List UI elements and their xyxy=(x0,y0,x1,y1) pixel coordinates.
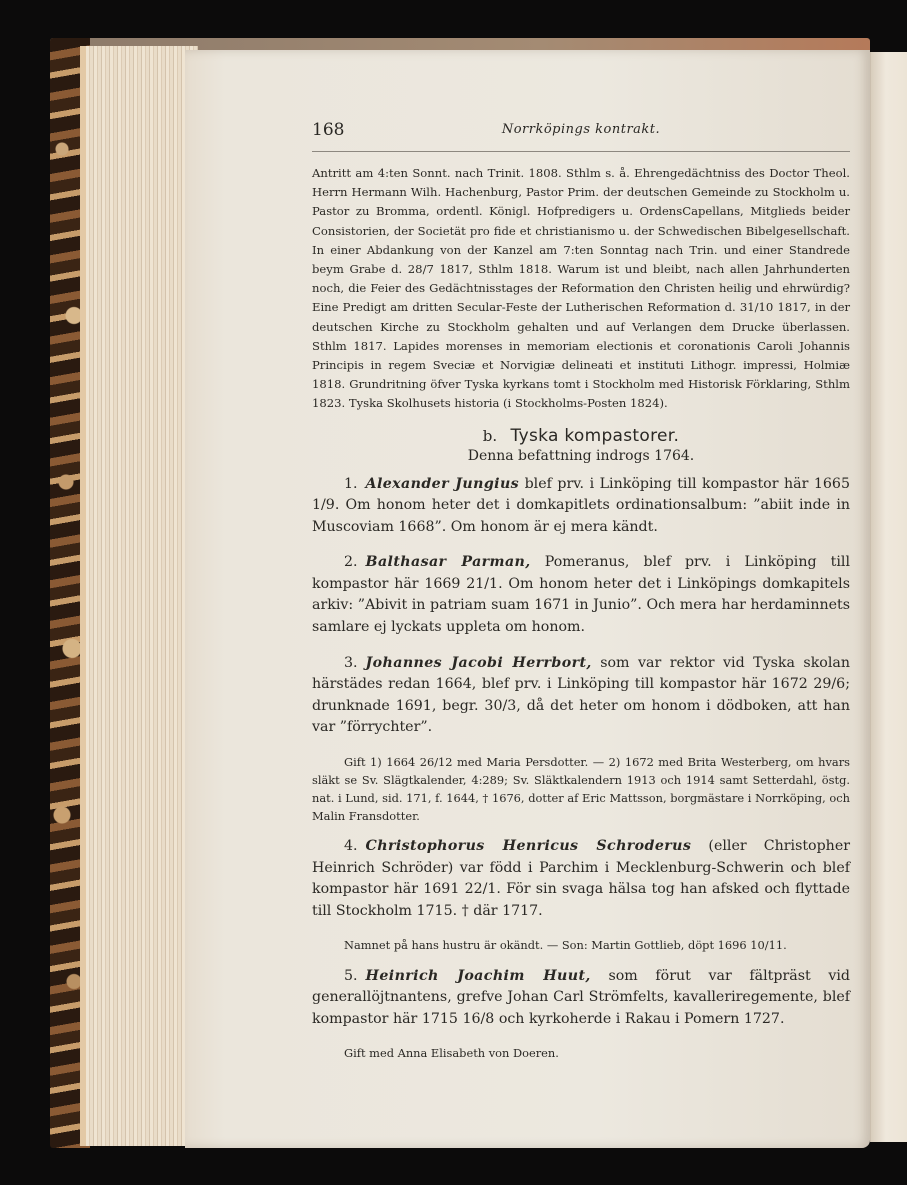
entry-5-note: Gift med Anna Elisabeth von Doeren. xyxy=(344,1046,559,1061)
running-title: Norrköpings kontrakt. xyxy=(501,122,661,137)
entry-text: (eller Christopher Heinrich Schröder) var född i Parchim i Mecklenburg-Schwerin och blef kompastor här 1691 22/1. För sin svaga hälsa tog han afsked och flyttade till Stockholm 1715. † där 1717. xyxy=(312,838,850,919)
entry-name: Christophorus Henricus Schroderus xyxy=(365,838,692,855)
entry-text: blef prv. i Linköping till kompastor här 1665 1/9. Om honom heter det i domkapitlets ordinationsalbum: ”abiit inde in Muscoviam 1668”. Om honom är ej mera kändt. xyxy=(312,475,850,535)
page-stack-edge xyxy=(80,46,198,1146)
entry-number: 5. xyxy=(344,967,358,984)
entry-2 xyxy=(312,552,850,638)
section-heading xyxy=(312,426,850,446)
entry-3-note: Gift 1) 1664 26/12 med Maria Persdotter. — 2) 1672 med Brita Westerberg, om hvars släkt se Sv. Slägtkalender, 4:289; Sv. Släktkalendern 1913 och 1914 samt Setterdahl, östg. nat. i Lund, sid. 171, f. 1644, † 1676, dotter af Eric Mattsson, borgmästare i Norrköping, och Malin Fransdotter. xyxy=(312,754,850,823)
section-note: Denna befattning indrogs 1764. xyxy=(467,447,695,464)
section-letter: b. xyxy=(482,426,498,445)
entry-5 xyxy=(312,966,850,1031)
entry-number: 1. xyxy=(344,475,358,492)
running-head xyxy=(312,120,850,152)
intro-paragraph: Antritt am 4:ten Sonnt. nach Trinit. 1808. Sthlm s. å. Ehrengedächtniss des Doctor Theol. Herrn Hermann Wilh. Hachenburg, Pastor Prim. der deutschen Gemeinde zu Stockholm u. Pastor zu Bromma, ordentl. Königl. Hofpredigers u. OrdensCapellans, Mitglieds beider Consistorien, der Societät pro fide et christianismo u. der Schwedischen Bibelgesellschaft. In einer Abdankung von der Kanzel am 7:ten Sonntag nach Trin. und einer Standrede beym Grabe d. 28/7 1817, Sthlm 1818. Warum ist und bleibt, nach allen Jahrhunderten noch, die Feier des Gedächtnisstages der Reformation den Christen heilig und ehrwürdig? Eine Predigt am dritten Secular-Feste der Lutherischen Reformation d. 31/10 1817, in der deutschen Kirche zu Stockholm gehalten und auf Verlangen dem Drucke überlassen. Sthlm 1817. Lapides morenses in memoriam electionis et coronationis Caroli Johannis Principis in regem Sveciæ et Norvigiæ delineati et instituti Lithogr. impressi, Holmiæ 1818. Grundritning öfver Tyska kyrkans tomt i Stockholm med Historisk Förklaring, Sthlm 1823. Tyska Skolhusets historia (i Stockholms-Posten 1824). xyxy=(312,166,850,411)
page-content xyxy=(312,120,850,1074)
entry-name: Heinrich Joachim Huut, xyxy=(365,967,591,984)
entry-1 xyxy=(312,474,850,539)
entry-number: 3. xyxy=(344,654,358,671)
entry-3 xyxy=(312,653,850,739)
entry-name: Balthasar Parman, xyxy=(365,554,531,571)
entry-text: som förut var fältpräst vid generallöjtnantens, grefve Johan Carl Strömfelts, kavalleriregemente, blef kompastor här 1715 16/8 och kyrkoherde i Rakau i Pomern 1727. xyxy=(312,967,850,1027)
entry-number: 4. xyxy=(344,838,358,855)
section-title: Tyska kompastorer. xyxy=(510,425,680,446)
page-number: 168 xyxy=(312,120,345,140)
entry-number: 2. xyxy=(344,554,358,571)
entry-name: Johannes Jacobi Herrbort, xyxy=(365,654,592,671)
entry-text: Pomeranus, blef prv. i Linköping till kompastor här 1669 21/1. Om honom heter det i Linköpings domkapitels arkiv: ”Abivit in patriam suam 1671 in Junio”. Och mera har herdaminnets samlare ej lyckats uppleta om honom. xyxy=(312,554,850,635)
entry-4-note: Namnet på hans hustru är okändt. — Son: Martin Gottlieb, döpt 1696 10/11. xyxy=(344,938,787,953)
entry-name: Alexander Jungius xyxy=(365,475,520,492)
entry-4 xyxy=(312,836,850,922)
entry-text: som var rektor vid Tyska skolan härstädes redan 1664, blef prv. i Linköping till kompastor här 1672 29/6; drunknade 1691, begr. 30/3, då det heter om honom i dödboken, att han var ”förrychter”. xyxy=(312,654,850,736)
next-page-edge xyxy=(870,52,907,1142)
